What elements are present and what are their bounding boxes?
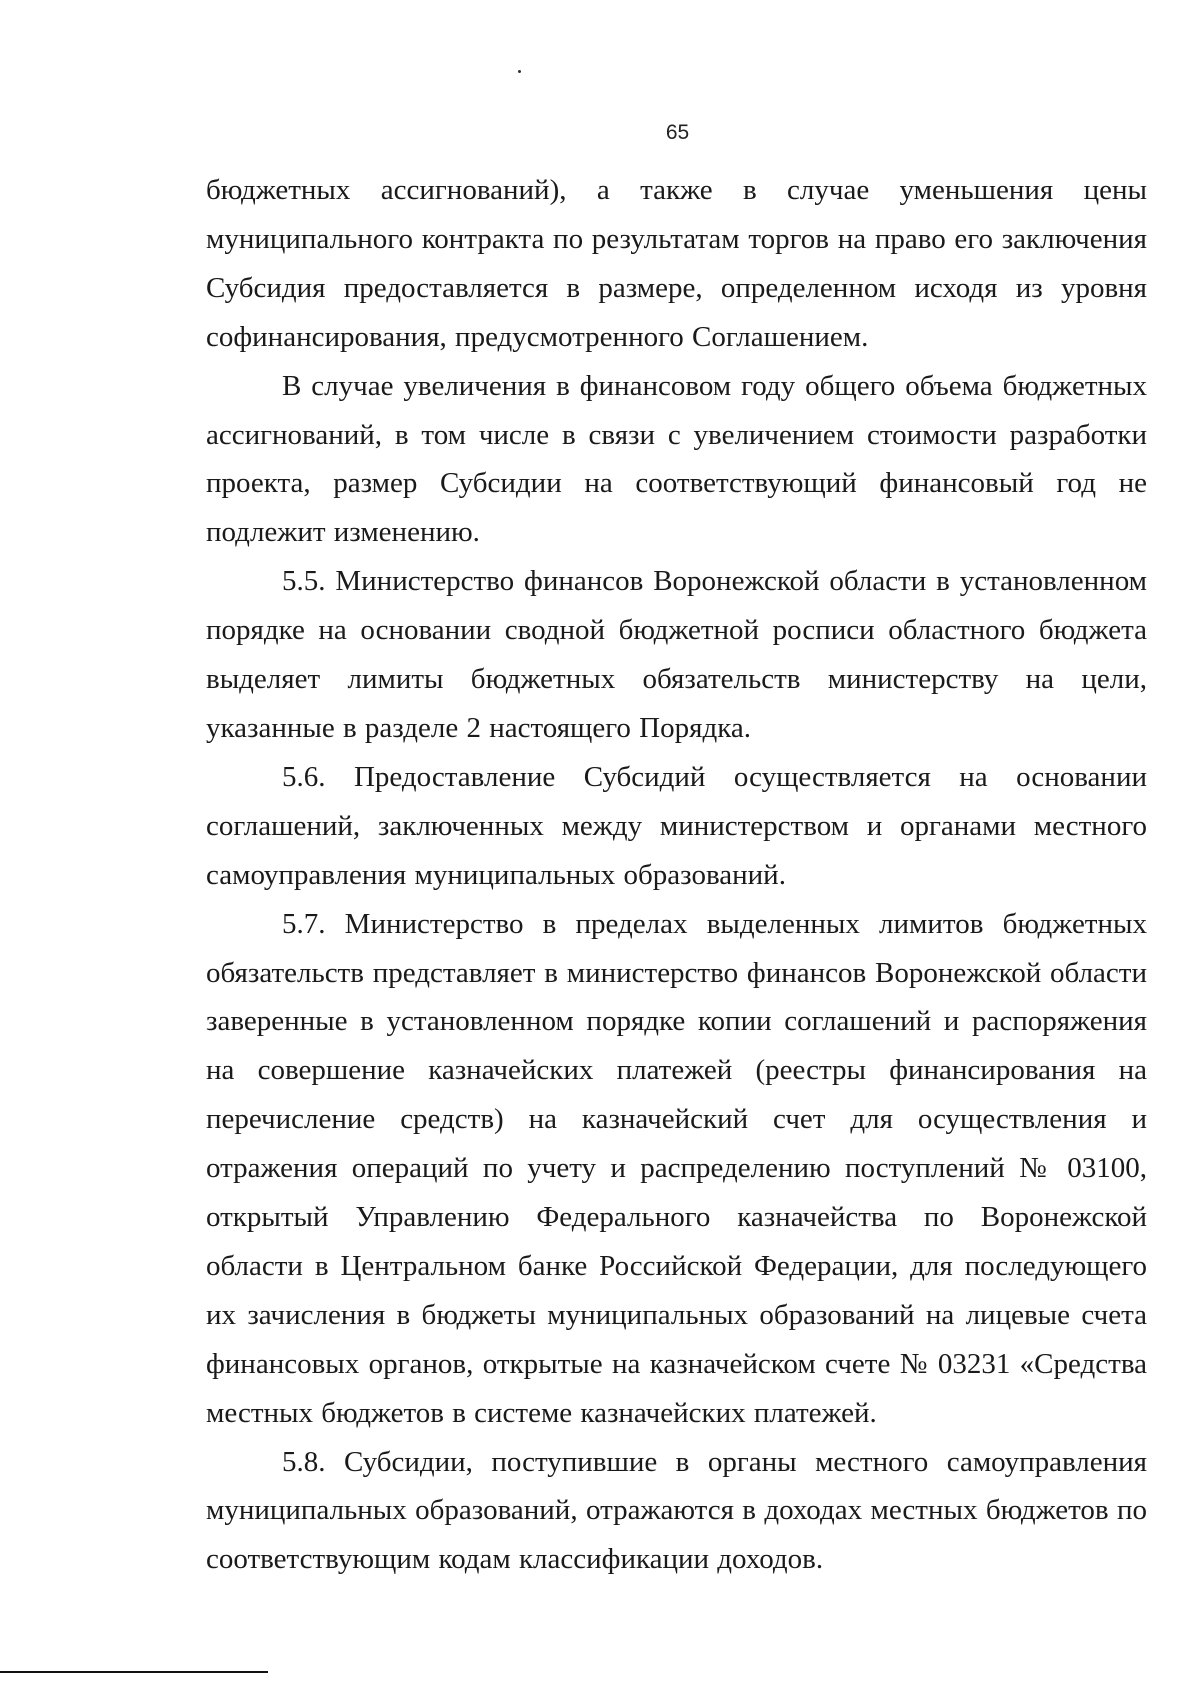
- footer-rule: [0, 1671, 268, 1673]
- document-body: [206, 166, 1147, 1584]
- paragraph-subsidy-unchanged: В случае увеличения в финансовом году общего объема бюджетных ассигнований, в том числе в связи с увеличением стоимости разработки проекта, размер Субсидии на соответствующий финансовый год не подлежит изменению.: [206, 369, 1147, 549]
- paragraph-5-5: 5.5. Министерство финансов Воронежской области в установленном порядке на основании сводной бюджетной росписи областного бюджета выделяет лимиты бюджетных обязательств министерству на цели, указанные в разделе 2 настоящего Порядка.: [206, 565, 1147, 744]
- page-number: 65: [665, 121, 690, 144]
- paragraph-5-6: 5.6. Предоставление Субсидий осуществляется на основании соглашений, заключенных между министерством и органами местного самоуправления муниципальных образований.: [206, 760, 1147, 891]
- paragraph-5-7: 5.7. Министерство в пределах выделенных лимитов бюджетных обязательств представляет в министерство финансов Воронежской области заверенные в установленном порядке копии соглашений и распоряжения на совершение казначейских платежей (реестры финансирования на перечисление средств) на казначейский счет для осуществления и отражения операций по учету и распределению поступлений № 03100, открытый Управлению Федерального казначейства по Воронежской области в Центральном банке Российской Федерации, для последующего их зачисления в бюджеты муниципальных образований на лицевые счета финансовых органов, открытые на казначейском счете № 03231 «Средства местных бюджетов в системе казначейских платежей.: [206, 907, 1147, 1429]
- paragraph-5-8: 5.8. Субсидии, поступившие в органы местного самоуправления муниципальных образований, отражаются в доходах местных бюджетов по соответствующим кодам классификации доходов.: [206, 1445, 1147, 1576]
- scan-speck: [518, 70, 521, 73]
- paragraph-continuation: бюджетных ассигнований), а также в случае уменьшения цены муниципального контракта по результатам торгов на право его заключения Субсидия предоставляется в размере, определенном исходя из уровня софинансирования, предусмотренного Соглашением.: [206, 174, 1147, 353]
